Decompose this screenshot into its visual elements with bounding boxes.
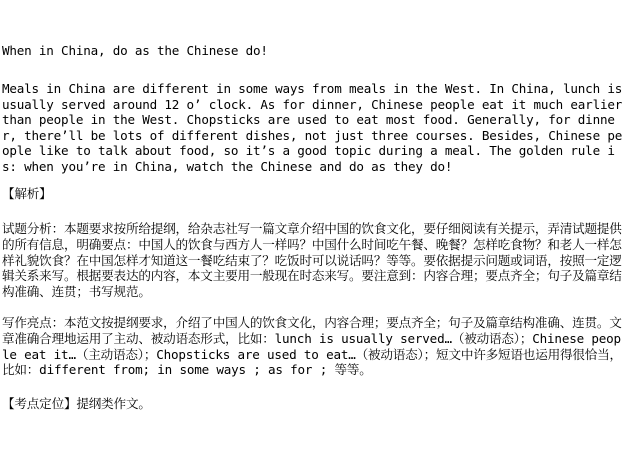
analysis-label: 【解析】 — [2, 186, 52, 201]
essay-heading: When in China, do as the Chinese do! — [2, 43, 268, 58]
highlights-text: 写作亮点：本范文按提纲要求，介绍了中国人的饮食文化，内容合理；要点齐全；句子及篇章结构准确、连贯。文章准确合理地运用了主动、被动语态形式，比如：lunch is usually served…（被动语态）；Chinese people eat it…（主动语态）；Chopsticks are used to eat…（被动语态）；短文中许多短语也运用得很恰当，比如：different from; in some ways ; as for ; 等等。 — [2, 315, 622, 378]
key-point-text: 【考点定位】提纲类作文。 — [2, 396, 151, 411]
analysis-text: 试题分析：本题要求按所给提纲，给杂志社写一篇文章介绍中国的饮食文化，要仔细阅读有关提示，弄清试题提供的所有信息，明确要点：中国人的饮食与西方人一样吗？中国什么时间吃午餐、晚餐？怎样吃食物？和老人一样怎样礼貌饮食？在中国怎样才知道这一餐吃结束了？吃饭时可以说话吗？等等。要依据提示问题或词语，按照一定逻辑关系来写。根据要表达的内容，本文主要用一般现在时态来写。要注意到：内容合理；要点齐全；句子及篇章结构准确、连贯；书写规范。 — [2, 221, 622, 300]
essay-body: Meals in China are different in some ways from meals in the West. In China, lunch is usually served around 12 o’ clock. As for dinner, Chinese people eat it much earlier than people in the West. Chopsticks are used to eat most food. Generally, for dinner, there’ll be lots of different dishes, not just three courses. Besides, Chinese people like to talk about food, so it’s a good topic during a meal. The golden rule is: when you’re in China, watch the Chinese and do as they do! — [2, 81, 623, 174]
